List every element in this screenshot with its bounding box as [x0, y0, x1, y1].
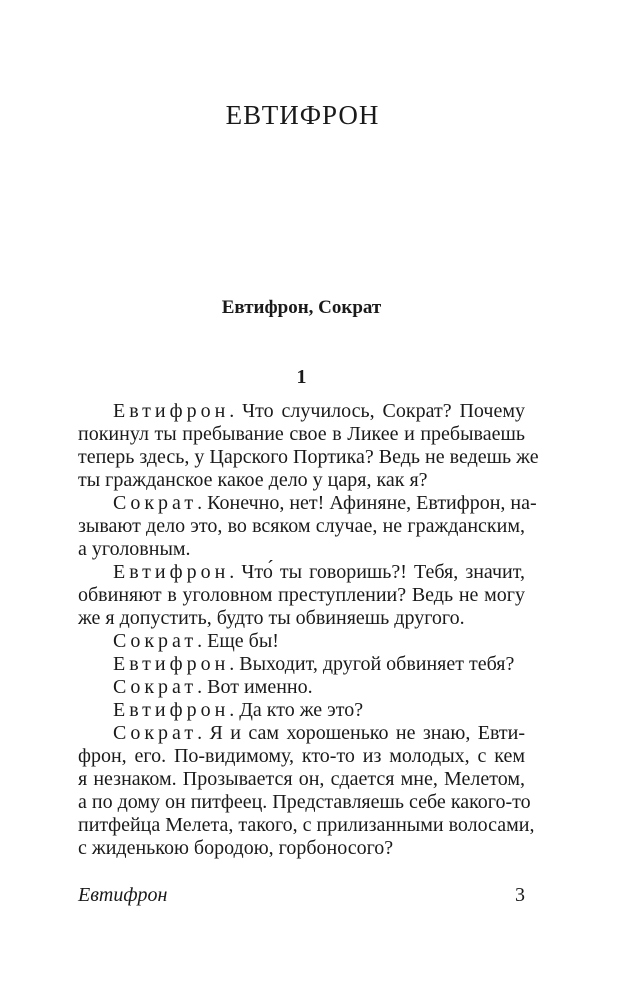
text-line	[78, 561, 525, 584]
dialogue-paragraph	[78, 400, 539, 492]
text-line	[78, 745, 525, 768]
line-text: ты гражданское какое дело у царя, как я?	[78, 469, 428, 491]
speaker-name: Евтифрон	[113, 400, 230, 422]
line-text: теперь здесь, у Царского Портика? Ведь не ведешь же	[78, 446, 539, 468]
line-text: а уголовным.	[78, 538, 191, 560]
line-text: . Выходит, другой обвиняет тебя?	[229, 653, 515, 675]
line-text: . Что случилось, Сократ? Почему	[229, 400, 525, 422]
line-text: . Конечно, нет! Афиняне, Евтифрон, на-	[197, 492, 537, 514]
line-text: . Еще бы!	[197, 630, 279, 652]
dialogue-paragraph	[78, 699, 525, 722]
text-line	[78, 676, 525, 699]
speaker-name: Евтифрон	[113, 561, 230, 583]
line-text: питфейца Мелета, такого, с прилизанными волосами,	[78, 814, 535, 836]
text-line	[78, 630, 525, 653]
dramatis-personae: Евтифрон, Сократ	[221, 297, 382, 318]
running-title: Евтифрон	[78, 884, 168, 906]
dialogue-text	[78, 400, 539, 860]
text-line	[78, 722, 525, 745]
text-line	[78, 814, 535, 837]
speaker-name: Сократ	[113, 630, 198, 652]
text-line	[78, 791, 531, 814]
dialogue-paragraph	[78, 676, 525, 699]
line-text: . Я и сам хорошенько не знаю, Евти-	[197, 722, 525, 744]
dialogue-paragraph	[78, 492, 537, 561]
line-text: же я допустить, будто ты обвиняешь другого.	[78, 607, 465, 629]
line-text: обвиняют в уголовном преступлении? Ведь не могу	[78, 584, 525, 606]
dialogue-paragraph	[78, 561, 525, 630]
line-text: с жиденькою бородою, горбоносого?	[78, 837, 394, 859]
speaker-name: Евтифрон	[113, 699, 230, 721]
line-text: . Вот именно.	[197, 676, 313, 698]
text-line	[78, 607, 525, 630]
text-line	[78, 423, 525, 446]
speaker-name: Евтифрон	[113, 653, 230, 675]
line-text: фрон, его. По-видимому, кто-то из молодых, с кем	[78, 745, 525, 767]
text-line	[78, 837, 525, 860]
text-line	[78, 400, 525, 423]
line-text: покинул ты пребывание свое в Ликее и пребываешь	[78, 423, 525, 445]
speaker-name: Сократ	[113, 722, 198, 744]
text-line	[78, 515, 525, 538]
text-line	[78, 469, 525, 492]
text-line	[78, 653, 525, 676]
speaker-name: Сократ	[113, 492, 198, 514]
page-number: 3	[515, 884, 525, 906]
text-line	[78, 446, 539, 469]
line-text: я незнаком. Прозывается он, сдается мне, Мелетом,	[78, 768, 525, 790]
dialogue-paragraph	[78, 653, 525, 676]
line-text: . Да кто же это?	[229, 699, 364, 721]
line-text: . Что́ ты говоришь?! Тебя, значит,	[229, 561, 525, 583]
chapter-title: ЕВТИФРОН	[225, 100, 380, 130]
text-line	[78, 768, 525, 791]
speaker-name: Сократ	[113, 676, 198, 698]
dialogue-paragraph	[78, 630, 525, 653]
line-text: зывают дело это, во всяком случае, не гражданским,	[78, 515, 525, 537]
text-line	[78, 699, 525, 722]
section-number: 1	[296, 366, 307, 388]
text-line	[78, 492, 537, 515]
text-line	[78, 584, 525, 607]
line-text: а по дому он питфеец. Представляешь себе какого-то	[78, 791, 531, 813]
dialogue-paragraph	[78, 722, 535, 860]
text-line	[78, 538, 525, 561]
